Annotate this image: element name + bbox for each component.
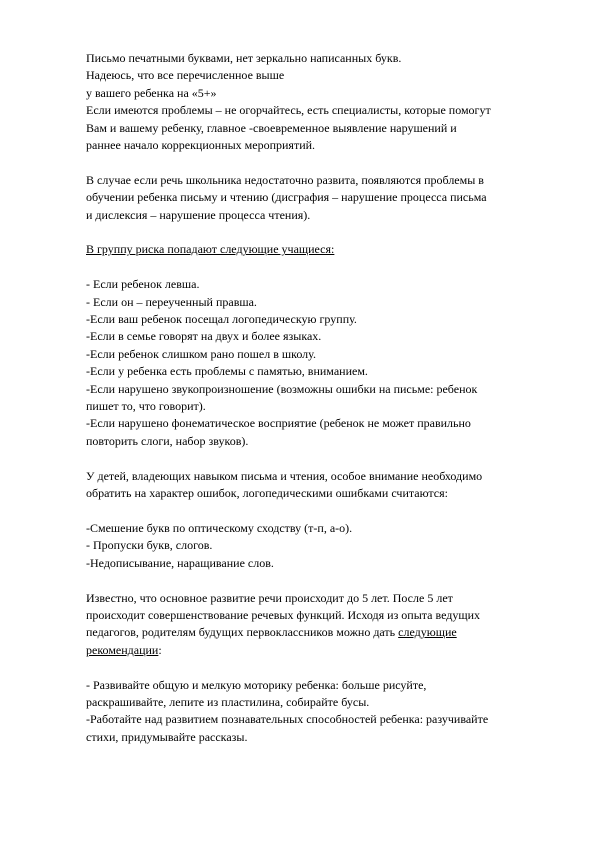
recommendations-link-text: рекомендации	[86, 642, 159, 657]
paragraph-gap	[86, 224, 556, 241]
list-item: -Недописывание, наращивание слов.	[86, 555, 274, 570]
paragraph-gap	[86, 450, 556, 467]
text-line: Если имеются проблемы – не огорчайтесь, есть специалисты, которые помогут	[86, 103, 491, 118]
list-item: -Если в семье говорят на двух и более языках.	[86, 329, 322, 344]
text-line: и дислексия – нарушение процесса чтения).	[86, 207, 311, 222]
list-item: - Развивайте общую и мелкую моторику ребенка: больше рисуйте,	[86, 677, 427, 692]
list-item: -Если нарушено фонематическое восприятие (ребенок не может правильно	[86, 416, 471, 431]
text-line: В случае если речь школьника недостаточно развита, появляются проблемы в	[86, 172, 484, 187]
recommendations-link-text: следующие	[398, 625, 457, 640]
document-page	[86, 50, 556, 746]
risk-group-list	[86, 276, 556, 450]
text-line	[86, 624, 556, 641]
paragraph-gap	[86, 572, 556, 589]
text-segment: :	[158, 642, 162, 657]
list-item: - Пропуски букв, слогов.	[86, 538, 213, 553]
text-line: Известно, что основное развитие речи происходит до 5 лет. После 5 лет	[86, 590, 453, 605]
text-line: Вам и вашему ребенку, главное -своевременное выявление нарушений и	[86, 120, 457, 135]
list-item: - Если ребенок левша.	[86, 277, 200, 292]
paragraph-error-types-intro	[86, 468, 556, 503]
list-item: -Если у ребенка есть проблемы с памятью, вниманием.	[86, 364, 368, 379]
text-line: У детей, владеющих навыком письма и чтения, особое внимание необходимо	[86, 468, 483, 483]
paragraph-gap	[86, 259, 556, 276]
text-line: Письмо печатными буквами, нет зеркально написанных букв.	[86, 51, 402, 65]
list-item: -Если нарушено звукопроизношение (возможны ошибки на письме: ребенок	[86, 381, 478, 396]
list-item: -Работайте над развитием познавательных способностей ребенка: разучивайте	[86, 712, 489, 727]
paragraph-intro	[86, 50, 556, 154]
paragraph-gap	[86, 503, 556, 520]
list-item: - Если он – переученный правша.	[86, 294, 257, 309]
risk-group-heading: В группу риска попадают следующие учащиеся:	[86, 242, 335, 257]
error-types-list	[86, 520, 556, 572]
text-line	[86, 642, 556, 659]
list-item-continuation: пишет то, что говорит).	[86, 399, 206, 414]
list-item: -Смешение букв по оптическому сходству (т-п, а-о).	[86, 520, 353, 535]
text-line: обратить на характер ошибок, логопедическими ошибками считаются:	[86, 486, 448, 501]
paragraph-speech-development	[86, 172, 556, 224]
text-line: у вашего ребенка на «5+»	[86, 85, 217, 100]
list-item: -Если ребенок слишком рано пошел в школу.	[86, 346, 316, 361]
list-item: -Если ваш ребенок посещал логопедическую группу.	[86, 312, 357, 327]
text-line: Надеюсь, что все перечисленное выше	[86, 68, 285, 83]
text-line: обучении ребенка письму и чтению (дисграфия – нарушение процесса письма	[86, 190, 487, 205]
paragraph-gap	[86, 154, 556, 171]
paragraph-age-development	[86, 590, 556, 660]
text-line: раннее начало коррекционных мероприятий.	[86, 138, 316, 153]
list-item-continuation: стихи, придумывайте рассказы.	[86, 729, 248, 744]
recommendations-list	[86, 677, 556, 747]
list-item-continuation: раскрашивайте, лепите из пластилина, собирайте бусы.	[86, 694, 370, 709]
list-item-continuation: повторить слоги, набор звуков).	[86, 433, 249, 448]
text-line: происходит совершенствование речевых функций. Исходя из опыта ведущих	[86, 607, 481, 622]
paragraph-gap	[86, 659, 556, 676]
text-segment: педагогов, родителям будущих первоклассников можно дать	[86, 625, 399, 640]
